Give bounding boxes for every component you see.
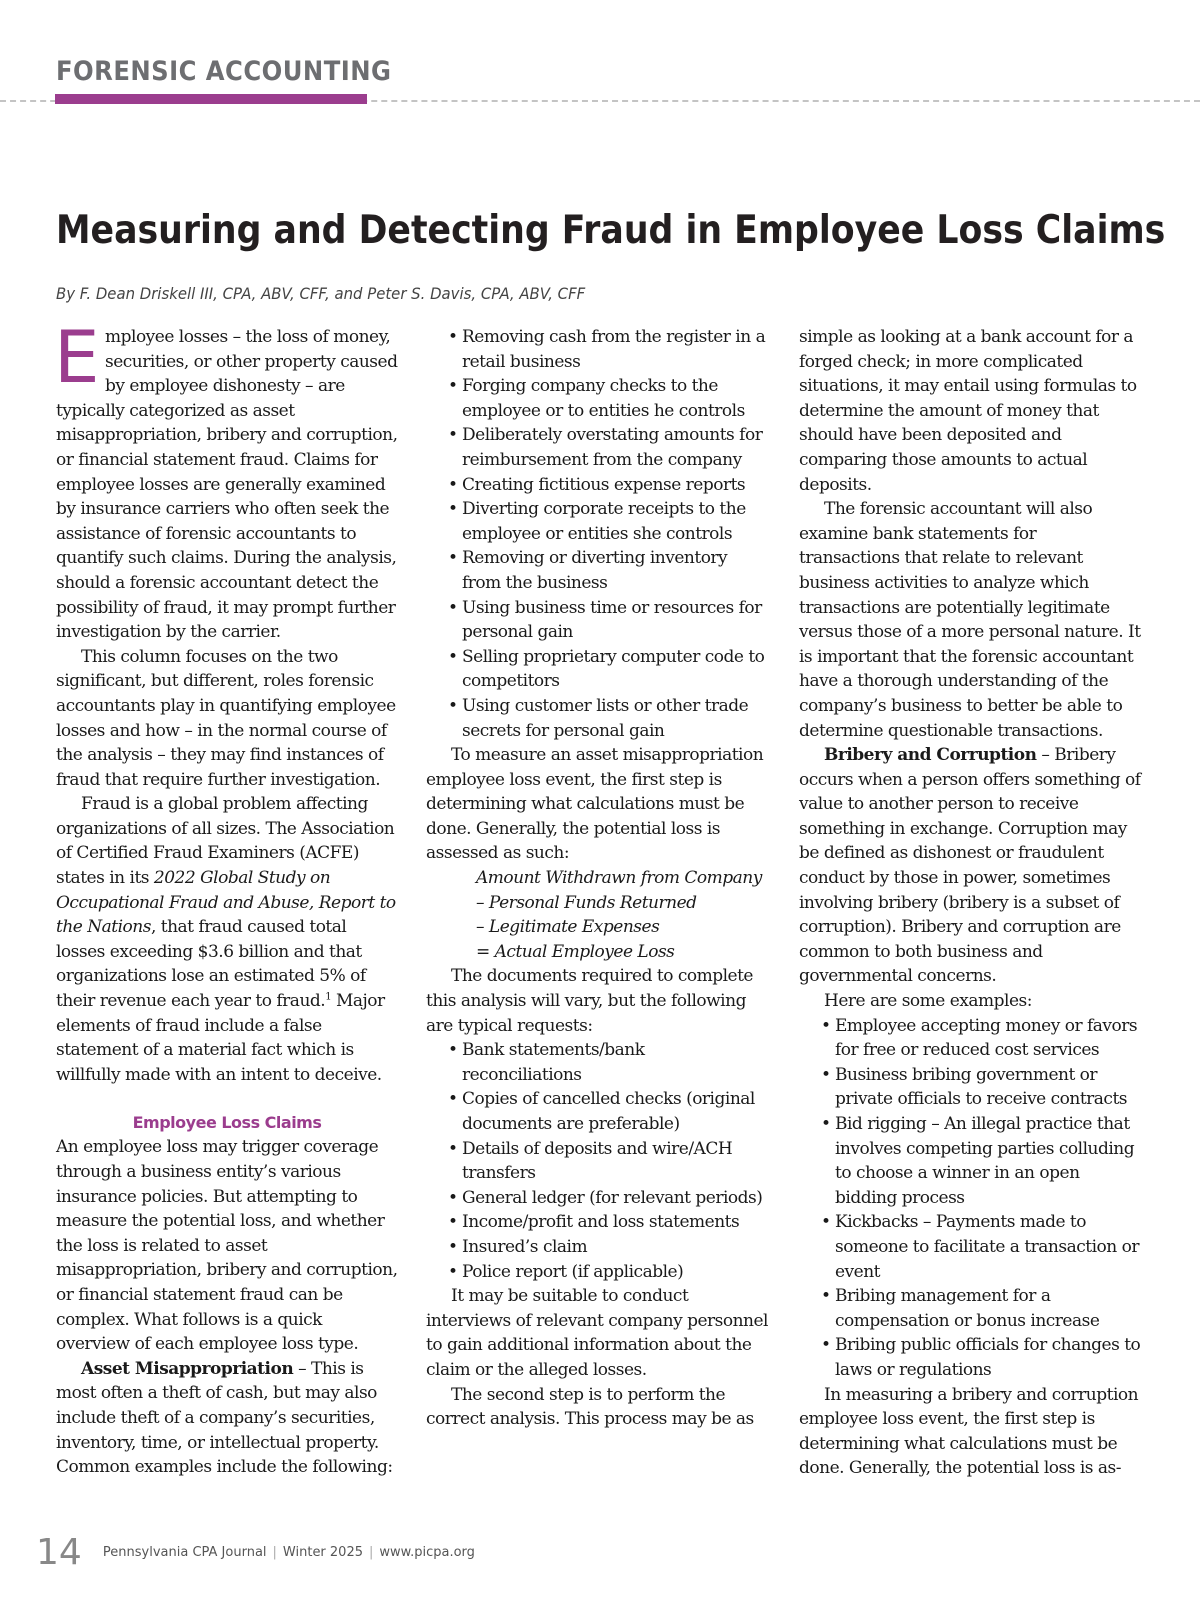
article-title: Measuring and Detecting Fraud in Employee Loss Claims bbox=[56, 208, 1166, 253]
list-item: • Removing or diverting inventory from the business bbox=[448, 548, 728, 593]
run-in-heading: Asset Misappropriation bbox=[81, 1358, 294, 1379]
footer-info bbox=[103, 1545, 475, 1560]
subhead-employee-loss-claims: Employee Loss Claims bbox=[132, 1113, 322, 1133]
list-item: • Deliberately overstating amounts for reimbursement from the company bbox=[448, 425, 763, 470]
asset-misappropriation-examples bbox=[426, 325, 768, 743]
list-item: • Kickbacks – Payments made to someone to facilitate a transaction or event bbox=[821, 1212, 1139, 1282]
footnote-ref: 1 bbox=[325, 991, 332, 1003]
list-item: • Using customer lists or other trade secrets for personal gain bbox=[448, 695, 749, 741]
paragraph-text: – Bribery occurs when a person offers something of value to another person to receive something in exchange. Corruption may be defined as dishonest or fraudulent conduct by those in power, sometimes involving bribery (bribery is a subset of corruption). Bribery and corruption are common to both business and governmental concerns. bbox=[799, 745, 1141, 987]
list-item: • Business bribing government or private officials to receive contracts bbox=[821, 1064, 1128, 1110]
column-2 bbox=[426, 325, 768, 1432]
list-item: • Details of deposits and wire/ACH transfers bbox=[448, 1138, 733, 1184]
list-item: • General ledger (for relevant periods) bbox=[448, 1187, 763, 1208]
paragraph: In measuring a bribery and corruption employee loss event, the first step is determining what calculations must be done. Generally, the potential loss is as- bbox=[799, 1384, 1139, 1479]
list-item: • Police report (if applicable) bbox=[448, 1261, 684, 1282]
list-item: • Removing cash from the register in a retail business bbox=[448, 327, 766, 372]
column-3 bbox=[799, 325, 1141, 1481]
header-accent-bar bbox=[55, 94, 367, 104]
loss-formula bbox=[426, 866, 768, 964]
formula-line: = Actual Employee Loss bbox=[476, 941, 675, 962]
list-item: • Bribing management for a compensation or bonus increase bbox=[821, 1286, 1100, 1331]
formula-line: Amount Withdrawn from Company bbox=[476, 868, 762, 889]
issue-date: Winter 2025 bbox=[282, 1545, 363, 1560]
paragraph: The documents required to complete this analysis will vary, but the following are typical requests: bbox=[426, 966, 753, 1036]
page-number: 14 bbox=[36, 1532, 82, 1573]
list-item: • Using business time or resources for personal gain bbox=[448, 597, 762, 643]
footer-separator: | bbox=[272, 1545, 277, 1560]
formula-line: – Legitimate Expenses bbox=[476, 917, 660, 938]
paragraph-text: Fraud is a global problem affecting organizations of all sizes. The Association of Certified Fraud Examiners (ACFE) states in its bbox=[56, 794, 395, 889]
formula-line: – Personal Funds Returned bbox=[476, 892, 697, 913]
journal-name: Pennsylvania CPA Journal bbox=[102, 1545, 267, 1560]
website-link[interactable]: www.picpa.org bbox=[379, 1545, 475, 1560]
list-item: • Insured’s claim bbox=[448, 1236, 588, 1257]
paragraph bbox=[56, 792, 398, 1087]
section-label: FORENSIC ACCOUNTING bbox=[56, 56, 392, 87]
list-item: • Forging company checks to the employee or to entities he controls bbox=[448, 376, 745, 421]
list-item: • Bank statements/bank reconciliations bbox=[448, 1040, 645, 1085]
list-item: • Selling proprietary computer code to competitors bbox=[448, 646, 765, 692]
list-item: • Employee accepting money or favors for free or reduced cost services bbox=[821, 1015, 1138, 1061]
intro-text: mployee losses – the loss of money, securities, or other property caused by employee dishonesty – are typically categorized as asset misappropriation, bribery and corruption, or financial statement fraud. Claims for employee losses are generally examined by insurance carriers who often seek the assistance of forensic accountants to quantify such claims. During the analysis, should a forensic accountant detect the possibility of fraud, it may prompt further investigation by the carrier. bbox=[56, 327, 398, 643]
bribery-examples-list bbox=[799, 1014, 1141, 1383]
paragraph: This column focuses on the two significant, but different, roles forensic accountants play in quantifying employee losses and how – in the normal course of the analysis – they may find instances of fraud that require further investigation. bbox=[56, 646, 396, 790]
intro-paragraph bbox=[54, 315, 398, 645]
paragraph-text: , that fraud caused total losses exceeding $3.6 billion and that organizations lose an estimated 5% of their revenue each year to fraud. bbox=[56, 917, 366, 1012]
list-item: • Copies of cancelled checks (original documents are preferable) bbox=[448, 1089, 755, 1134]
list-item: • Diverting corporate receipts to the employee or entities she controls bbox=[448, 499, 746, 544]
paragraph bbox=[799, 743, 1141, 989]
footer-separator: | bbox=[369, 1545, 374, 1560]
paragraph: The forensic accountant will also examine bank statements for transactions that relate to relevant business activities to analyze which transactions are potentially legitimate versus those of a more personal nature. It is important that the forensic accountant have a thorough understanding of the company’s business to better be able to determine questionable transactions. bbox=[799, 499, 1141, 741]
byline: By F. Dean Driskell III, CPA, ABV, CFF, and Peter S. Davis, CPA, ABV, CFF bbox=[56, 284, 586, 303]
drop-cap: E bbox=[54, 315, 99, 399]
paragraph: An employee loss may trigger coverage through a business entity’s various insurance policies. But attempting to measure the potential loss, and whether the loss is related to asset misappropriation, bribery and corruption, or financial statement fraud can be complex. What follows is a quick overview of each employee loss type. bbox=[56, 1137, 398, 1355]
paragraph: Here are some examples: bbox=[824, 991, 1032, 1012]
paragraph: It may be suitable to conduct interviews of relevant company personnel to gain additional information about the claim or the alleged losses. bbox=[426, 1286, 768, 1380]
paragraph bbox=[56, 1357, 398, 1480]
paragraph: simple as looking at a bank account for a forged check; in more complicated situations, it may entail using formulas to determine the amount of money that should have been deposited and comparing those amounts to actual deposits. bbox=[799, 327, 1137, 495]
paragraph-text: – This is most often a theft of cash, but may also include theft of a company’s securities, inventory, time, or intellectual property. Common examples include the following: bbox=[56, 1358, 393, 1478]
list-item: • Creating fictitious expense reports bbox=[448, 474, 746, 495]
page-footer bbox=[36, 1532, 475, 1573]
paragraph: The second step is to perform the correct analysis. This process may be as bbox=[426, 1384, 754, 1430]
column-1 bbox=[54, 315, 398, 1480]
run-in-heading: Bribery and Corruption bbox=[824, 745, 1037, 766]
list-item: • Bid rigging – An illegal practice that involves competing parties colluding to choose a winner in an open bidding process bbox=[821, 1114, 1135, 1208]
document-requests-list bbox=[426, 1038, 768, 1284]
report-title: 2022 Global Study on Occupational Fraud and Abuse, Report to the Nations bbox=[56, 868, 396, 938]
list-item: • Bribing public officials for changes to laws or regulations bbox=[821, 1335, 1141, 1380]
paragraph-text: Major elements of fraud include a false statement of a material fact which is willfully made with an intent to deceive. bbox=[56, 991, 385, 1085]
list-item: • Income/profit and loss statements bbox=[448, 1212, 740, 1233]
paragraph: To measure an asset misappropriation employee loss event, the first step is determining what calculations must be done. Generally, the potential loss is assessed as such: bbox=[426, 745, 764, 864]
